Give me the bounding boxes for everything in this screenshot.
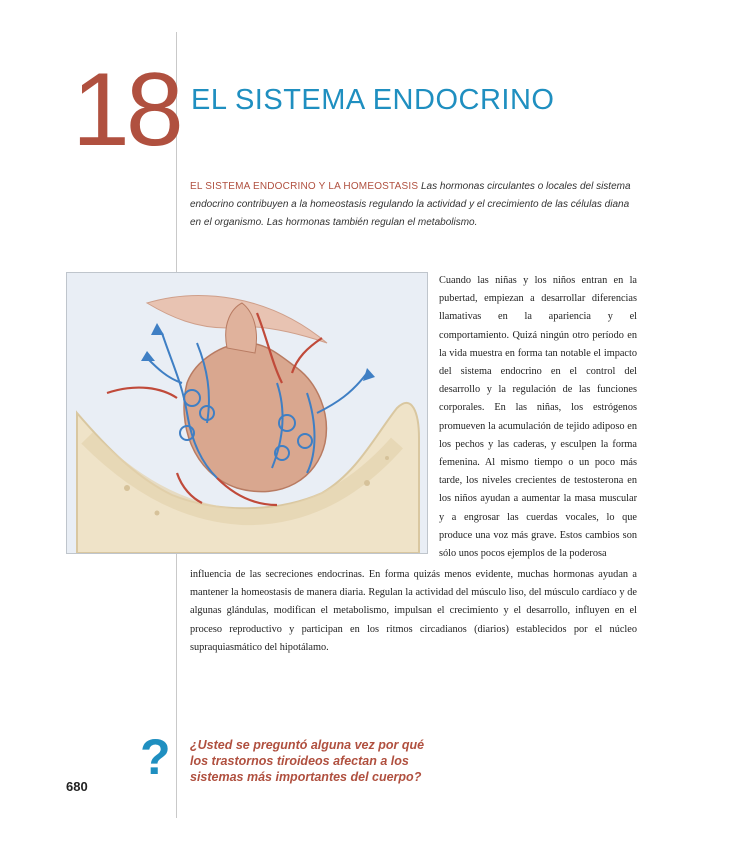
bone-pore <box>155 511 160 516</box>
gland-body <box>184 343 326 492</box>
chapter-title: EL SISTEMA ENDOCRINO <box>191 84 555 116</box>
intro-text: Las hormonas circulantes o locales del sistema endocrino contribuyen a la homeostasis regulando la actividad y el crecimiento de las células diana en el organismo. Las hormonas también regulan el metabolismo. <box>190 181 631 228</box>
chapter-number: 18 <box>72 52 180 168</box>
bone-pore <box>124 485 130 491</box>
question-mark-icon: ? <box>140 729 171 785</box>
body-continued-text: influencia de las secreciones endocrinas. En forma quizás menos evidente, muchas hormonas ayudan a mantener la homeostasis de manera diaria. Regulan la actividad del músculo liso, del músculo cardíaco y de algunas glándulas, modifican el metabolismo, impulsan el crecimiento y el desarrollo, influyen en el proceso reproductivo y participan en los ritmos circadianos (diarios) establecidos por el núcleo supraquiasmático del hipotálamo. <box>190 569 637 653</box>
bone-pore <box>364 480 370 486</box>
bone-pore <box>385 456 389 460</box>
chapter-question: ¿Usted se preguntó alguna vez por qué los trastornos tiroideos afectan a los sistemas más importantes del cuerpo? <box>190 738 425 784</box>
page-number: 680 <box>66 779 88 794</box>
chapter-intro <box>190 178 635 232</box>
intro-lead: EL SISTEMA ENDOCRINO Y LA HOMEOSTASIS <box>190 181 419 192</box>
pituitary-illustration <box>66 272 428 554</box>
pituitary-gland-drawing <box>67 273 427 553</box>
body-column-text: Cuando las niñas y los niños entran en la pubertad, empiezan a desarrollar diferencias llamativas en la apariencia y el comportamiento. Quizá ningún otro período en la vida muestra en forma tan notable el impacto del sistema endocrino en el control del desarrollo y la regulación de las funciones corporales. En las niñas, los estrógenos promueven la acumulación de tejido adiposo en los pechos y las caderas, y esculpen la forma femenina. Al mismo tiempo o un poco más tarde, los niveles crecientes de testosterona en los niños ayudan a aumentar la masa muscular y a engrosar las cuerdas vocales, lo que produce una voz más grave. Estos cambios son sólo unos pocos ejemplos de la poderosa <box>439 275 637 560</box>
